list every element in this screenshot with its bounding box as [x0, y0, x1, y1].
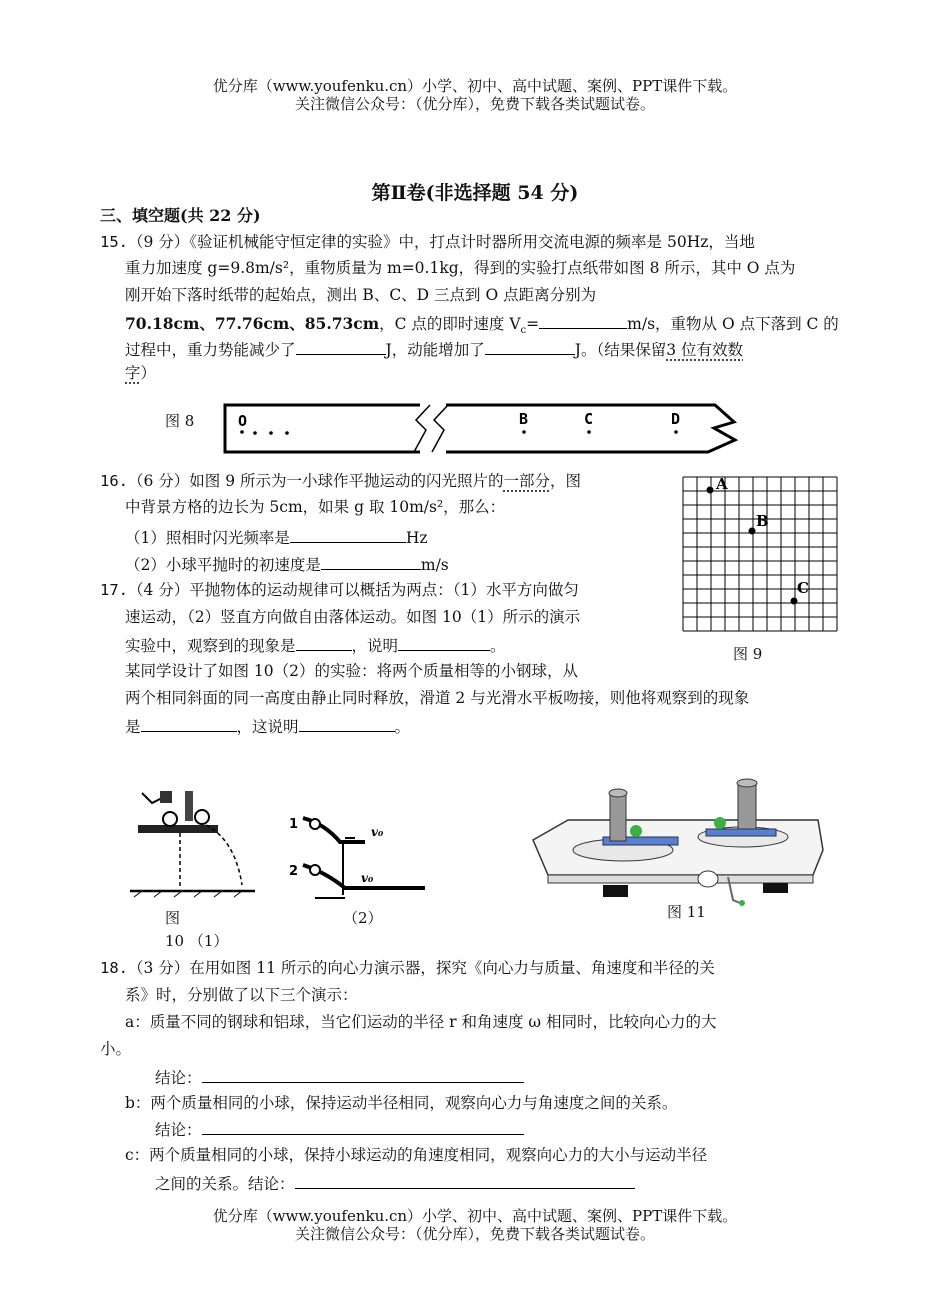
q17-text-3a: 实验中，观察到的现象是 — [125, 637, 296, 655]
v0-label-1: v₀ — [371, 825, 384, 839]
q16-text-4b: m/s — [420, 556, 449, 574]
q18-line-1 — [100, 958, 715, 978]
projectile-path — [206, 825, 242, 885]
tape-dot — [285, 431, 289, 435]
pulley — [698, 871, 718, 887]
base-edge — [548, 875, 813, 883]
tape-label-o: O — [238, 412, 248, 430]
q17-line-4: 某同学设计了如图 10（2）的实验：将两个质量相等的小钢球，从 — [125, 662, 579, 680]
q16-line-2: 中背景方格的边长为 5cm，如果 g 取 10m/s²，那么： — [125, 498, 506, 516]
q17-line-6 — [125, 715, 410, 737]
q15-text-1: （9 分）《验证机械能守恒定律的实验》中，打点计时器所用交流电源的频率是 50Hz，当地 — [128, 233, 755, 251]
q16-line-1 — [100, 471, 581, 491]
point-b — [749, 528, 756, 535]
q18-blank-c[interactable] — [295, 1172, 635, 1189]
q17-text-3b: ，说明 — [351, 637, 399, 655]
q16-blank-v0[interactable] — [321, 553, 421, 570]
tape-dot — [674, 430, 678, 434]
tape-label-b: B — [519, 410, 529, 428]
q16-line-4 — [125, 553, 449, 575]
tape-label-d: D — [671, 410, 681, 428]
q17-text-3c: 。 — [490, 637, 506, 655]
v0-label-2: v₀ — [361, 871, 374, 885]
q15-text-4b: ，C 点的即时速度 V — [379, 315, 521, 333]
q18-line-c2 — [155, 1172, 635, 1194]
q18-blank-b[interactable] — [202, 1118, 524, 1135]
q18-blank-a[interactable] — [202, 1066, 524, 1083]
q15-blank-vc[interactable] — [539, 312, 627, 329]
fig10-2-label: （2） — [343, 909, 383, 927]
q18-text-1: （3 分）在用如图 11 所示的向心力演示器，探究《向心力与质量、角速度和半径的关 — [128, 959, 715, 977]
fig8-label: 图 8 — [165, 412, 195, 430]
q15-line-5 — [125, 338, 743, 360]
q17-blank-phenomenon1[interactable] — [296, 634, 352, 651]
ball-left — [630, 825, 642, 837]
fig8-paper-tape — [220, 402, 745, 454]
q15-blank-ep[interactable] — [296, 338, 386, 355]
q18-a-conc-label: 结论： — [155, 1069, 202, 1087]
foot-left — [603, 885, 628, 897]
q17-text-1: （4 分）平抛物体的运动规律可以概括为两点：（1）水平方向做匀 — [128, 581, 579, 599]
q18-line-b1: b：两个质量相同的小球，保持运动半径相同，观察向心力与角速度之间的关系。 — [125, 1094, 678, 1112]
sleeve-right-top — [737, 779, 757, 787]
ball-left — [163, 812, 177, 826]
tape-dot — [587, 430, 591, 434]
q17-line-2: 速运动，（2）竖直方向做自由落体运动。如图 10（1）所示的演示 — [125, 608, 581, 626]
section-title: 三、填空题(共 22 分) — [100, 206, 261, 225]
q17-number: 17. — [100, 581, 128, 599]
q15-blank-ek[interactable] — [485, 338, 575, 355]
footer-line-1: 优分库（www.youfenku.cn）小学、初中、高中试题、案例、PPT课件下载。 — [212, 1207, 738, 1225]
q15-text-4d: m/s，重物从 O 点下落到 C 的 — [627, 315, 839, 333]
label-a: A — [716, 476, 728, 493]
stand-platform — [138, 825, 218, 833]
label-c: C — [797, 579, 809, 597]
track-1-label: 1 — [289, 817, 299, 832]
tape-dot — [240, 430, 244, 434]
crank-knob — [739, 900, 745, 906]
label-b: B — [756, 512, 769, 530]
q18-line-a-conclusion — [155, 1066, 524, 1088]
q17-text-6a: 是 — [125, 718, 141, 736]
header-line-1: 优分库（www.youfenku.cn）小学、初中、高中试题、案例、PPT课件下载。 — [212, 77, 738, 95]
q17-line-5: 两个相同斜面的同一高度由静止同时释放，滑道 2 与光滑水平板吻接，则他将观察到的现象 — [125, 689, 750, 707]
q18-line-a1: a：质量不同的钢球和铝球，当它们运动的半径 r 和角速度 ω 相同时，比较向心力的大 — [125, 1013, 717, 1031]
q18-line-c1: c：两个质量相同的小球，保持小球运动的角速度相同，观察向心力的大小与运动半径 — [125, 1146, 708, 1164]
q15-number: 15. — [100, 233, 128, 251]
q15-text-6b: ） — [140, 364, 157, 382]
q17-line-1 — [100, 580, 579, 600]
fig9-label: 图 9 — [733, 645, 763, 663]
q16-blank-freq[interactable] — [290, 526, 406, 543]
fig10-2-drawing — [285, 810, 430, 905]
hammer-head — [160, 791, 172, 803]
q15-text-5b: J，动能增加了 — [385, 341, 485, 359]
q17-blank-reason2[interactable] — [299, 715, 395, 732]
q15-line-6 — [125, 363, 156, 383]
slot-right — [706, 829, 776, 836]
tape-break-left — [414, 405, 430, 452]
fig10-1-drawing — [130, 785, 255, 900]
q17-blank-reason1[interactable] — [398, 634, 490, 651]
tape-label-c: C — [584, 410, 594, 428]
fig9-grid — [682, 476, 838, 632]
header-line-2: 关注微信公众号：（优分库），免费下载各类试题试卷。 — [294, 95, 655, 113]
q16-line-3 — [125, 526, 428, 548]
q17-line-3 — [125, 634, 506, 656]
q15-line-1 — [100, 232, 755, 252]
q17-text-6c: 。 — [394, 718, 411, 736]
q18-c-text: 之间的关系。结论： — [155, 1175, 295, 1193]
tape-dot — [253, 431, 257, 435]
tape-dot — [522, 430, 526, 434]
ball-on-ramp-1 — [310, 819, 320, 829]
q15-line-3: 刚开始下落时纸带的起始点，测出 B、C、D 三点到 O 点距离分别为 — [125, 286, 597, 304]
point-a — [707, 487, 714, 494]
q15-text-4c: = — [526, 315, 540, 333]
ball-right — [195, 810, 209, 824]
sleeve-left-top — [609, 789, 627, 797]
stand-post — [185, 791, 193, 821]
q15-text-5d: 3 位有效数 — [666, 341, 743, 359]
foot-right — [763, 883, 788, 893]
fig11-centripetal-apparatus — [528, 775, 828, 915]
grid-lines — [683, 477, 837, 631]
q16-number: 16. — [100, 472, 128, 490]
q17-blank-phenomenon2[interactable] — [141, 715, 237, 732]
ball-on-ramp-2 — [310, 865, 320, 875]
sleeve-left — [610, 793, 626, 841]
q18-line-b-conclusion — [155, 1118, 524, 1140]
q15-text-5c: J。（结果保留 — [574, 341, 667, 359]
fig11-label: 图 11 — [667, 903, 706, 921]
q16-text-3b: Hz — [405, 529, 428, 547]
q16-text-1a: （6 分）如图 9 所示为一小球作平抛运动的闪光照片的 — [128, 472, 504, 490]
q16-text-4a: （2）小球平抛时的初速度是 — [125, 556, 321, 574]
fig10-1-label-a: 图 — [165, 909, 181, 927]
q16-text-1b: 一部分 — [503, 472, 551, 490]
track-2-label: 2 — [289, 864, 299, 879]
footer-line-2: 关注微信公众号：（优分库），免费下载各类试题试卷。 — [294, 1225, 655, 1243]
part-title: 第Ⅱ卷(非选择题 54 分) — [371, 182, 579, 204]
q15-distances: 70.18cm、77.76cm、85.73cm — [125, 314, 380, 333]
fig10-1-label-b: 10 （1） — [165, 932, 229, 950]
tape-dot — [269, 431, 273, 435]
q15-sub: c — [520, 325, 527, 337]
sleeve-right — [738, 783, 756, 829]
q18-number: 18. — [100, 959, 128, 977]
point-c — [791, 598, 798, 605]
q18-line-2: 系》时，分别做了以下三个演示： — [125, 986, 358, 1004]
q15-text-5a: 过程中，重力势能减少了 — [125, 341, 296, 359]
q15-line-4 — [125, 312, 839, 341]
tape-left-outline — [225, 405, 420, 452]
q15-text-6a: 字 — [125, 364, 141, 382]
q16-text-3a: （1）照相时闪光频率是 — [125, 529, 290, 547]
tape-break-right — [432, 405, 448, 452]
q17-text-6b: ，这说明 — [236, 718, 299, 736]
q18-line-a2: 小。 — [100, 1040, 132, 1058]
ball-right — [714, 817, 726, 829]
q15-line-2: 重力加速度 g=9.8m/s²，重物质量为 m=0.1kg，得到的实验打点纸带如图 8 所示，其中 O 点为 — [125, 259, 796, 277]
q16-text-1c: ，图 — [550, 472, 582, 490]
q18-b-conc-label: 结论： — [155, 1121, 202, 1139]
